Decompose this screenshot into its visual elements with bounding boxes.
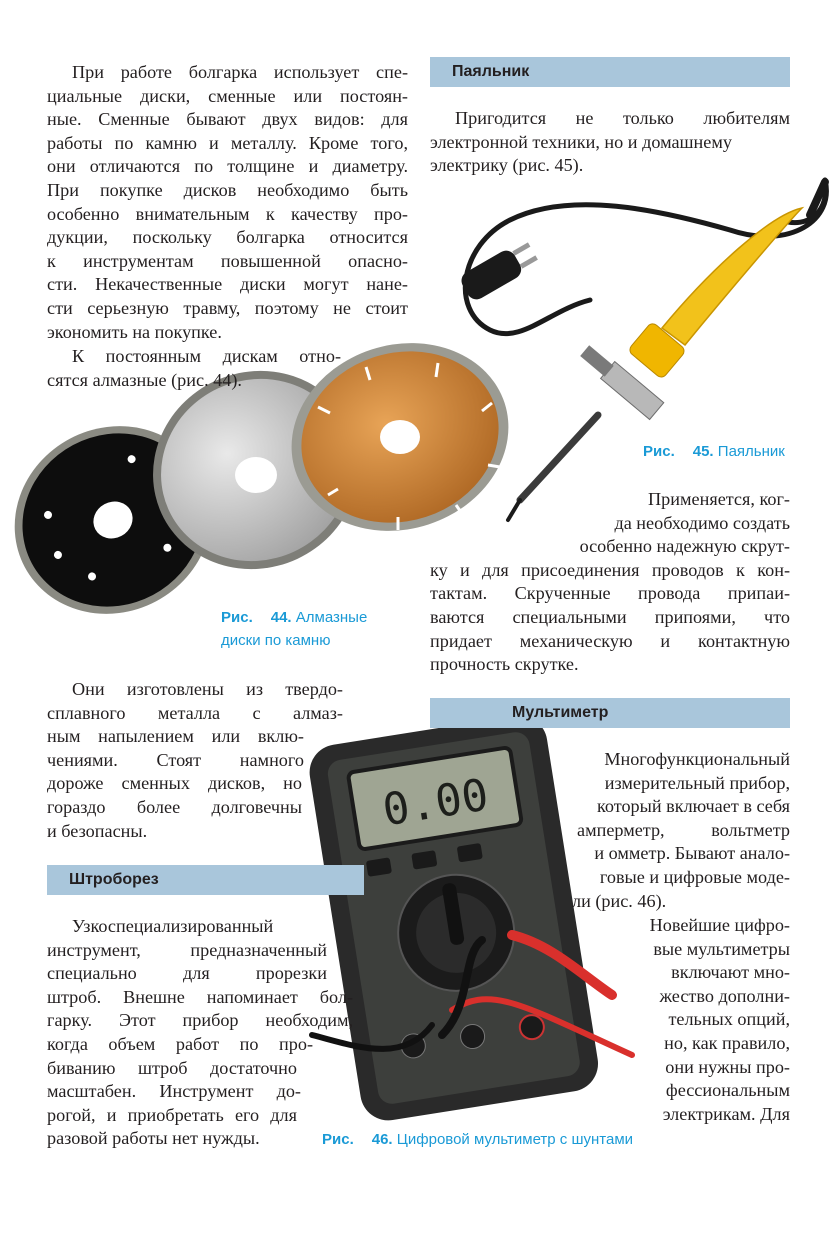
text-line: тельных опций, [668, 1009, 790, 1030]
caption-text: диски по камню [221, 632, 331, 649]
text-line: особенно внимательным к качеству про- [47, 203, 408, 224]
text-line: да необходимо создать [614, 512, 790, 533]
text-line: они нужны про- [665, 1056, 790, 1077]
text-line: сти серьезную травму, поэтому не стоит [47, 297, 408, 318]
text-line: когда объем работ по про- [47, 1033, 313, 1054]
text-line: масштабен. Инструмент до- [47, 1081, 301, 1102]
text-line: электронной техники, но и домашнему [430, 131, 732, 152]
payalnik-text [430, 107, 790, 178]
text-line: Новейшие цифро- [649, 915, 790, 935]
text-line: К постоянным дискам отно- [72, 346, 341, 366]
text-line: фессиональным [665, 1080, 790, 1101]
text-line: который включает в себя [596, 796, 790, 817]
intro-text [47, 61, 408, 344]
caption-number: 46. [371, 1131, 393, 1148]
text-line: Узкоспециализированный [72, 916, 274, 936]
caption-number: 44. [270, 609, 292, 626]
figure-45-caption [643, 440, 785, 463]
text-line: ные. Сменные бывают двух видов: для [47, 109, 408, 130]
text-line: специально для прорезки [47, 963, 327, 984]
text-line: гораздо более долговечны [47, 796, 302, 817]
text-line: Пригодится не только любителям [455, 108, 790, 128]
multimetr-text [540, 748, 790, 913]
caption-number: 45. [692, 443, 714, 460]
text-line: разовой работы нет нужды. [47, 1128, 260, 1149]
text-line: к инструментам повышенной опасно- [47, 250, 408, 271]
caption-prefix: Рис. [221, 609, 253, 626]
payalnik-text-2 [430, 488, 790, 677]
text-line: сплавного металла с алмаз- [47, 702, 343, 723]
intro-text-2 [47, 345, 341, 392]
caption-prefix: Рис. [322, 1131, 354, 1148]
figure-46-caption [322, 1128, 633, 1151]
text-line: и омметр. Бывают анало- [594, 843, 790, 864]
text-line: дороже сменных дисков, но [47, 773, 302, 794]
soldering-iron-illustration [430, 160, 839, 530]
text-line: говые и цифровые моде- [599, 866, 790, 887]
text-line: При работе болгарка использует спе- [72, 62, 408, 82]
caption-prefix: Рис. [643, 443, 675, 460]
text-line: сятся алмазные (рис. 44). [47, 369, 242, 390]
text-line: инструмент, предназначенный [47, 939, 327, 960]
text-line: биванию штроб достаточно [47, 1057, 297, 1078]
disks-text [47, 678, 343, 843]
text-line: штроб. Внешне напоминает бол- [47, 986, 353, 1007]
text-line: измерительный прибор, [604, 772, 790, 793]
section-header-multimetr: Мультиметр [430, 698, 790, 728]
text-line: экономить на покупке. [47, 321, 222, 342]
text-line: Они изготовлены из твердо- [72, 679, 343, 699]
section-header-payalnik: Паяльник [430, 57, 790, 87]
text-line: амперметр, вольтметр [577, 819, 790, 840]
text-line: придает механическую и контактную [430, 630, 790, 651]
text-line: Многофункциональный [604, 749, 790, 769]
text-line: ку и для присоединения проводов к кон- [430, 559, 790, 580]
caption-text: Алмазные [295, 609, 368, 626]
text-line: особенно надежную скрут- [579, 536, 790, 557]
caption-text: Цифровой мультиметр с шунтами [396, 1131, 634, 1148]
caption-text: Паяльник [717, 443, 785, 460]
stroborez-text [47, 915, 353, 1151]
figure-44-caption [221, 606, 367, 652]
text-line: ным напылением или вклю- [47, 726, 304, 747]
text-line: они отличаются по толщине и диаметру. [47, 156, 408, 177]
text-line: При покупке дисков необходимо быть [47, 179, 408, 200]
text-line: Применяется, ког- [648, 489, 790, 509]
text-line: электрикам. Для [662, 1103, 790, 1124]
section-header-stroborez: Штроборез [47, 865, 364, 895]
text-line: тактам. Скрученные провода припаи- [430, 583, 790, 604]
text-line: рогой, и приобретать его для [47, 1104, 297, 1125]
text-line: вые мультиметры [653, 938, 790, 959]
text-line: включают мно- [671, 962, 790, 983]
text-line: ваются специальными припоями, что [430, 606, 790, 627]
text-line: гарку. Этот прибор необходим, [47, 1010, 353, 1031]
text-line: жество дополни- [659, 985, 790, 1006]
text-line: циальные диски, сменные или постоян- [47, 85, 408, 106]
text-line: электрику (рис. 45). [430, 155, 584, 176]
text-line: но, как правило, [664, 1032, 790, 1053]
text-line: ли (рис. 46). [572, 890, 667, 911]
text-line: дукции, поскольку болгарка относится [47, 227, 408, 248]
multimeter-reading: 0.00 [379, 769, 492, 837]
text-line: сти. Некачественные диски могут нане- [47, 274, 408, 295]
text-line: прочность скрутке. [430, 654, 579, 675]
text-line: работы по камню и металлу. Кроме того, [47, 132, 408, 153]
multimetr-text-2 [614, 914, 790, 1126]
text-line: и безопасны. [47, 820, 148, 841]
text-line: чениями. Стоят намного [47, 749, 304, 770]
